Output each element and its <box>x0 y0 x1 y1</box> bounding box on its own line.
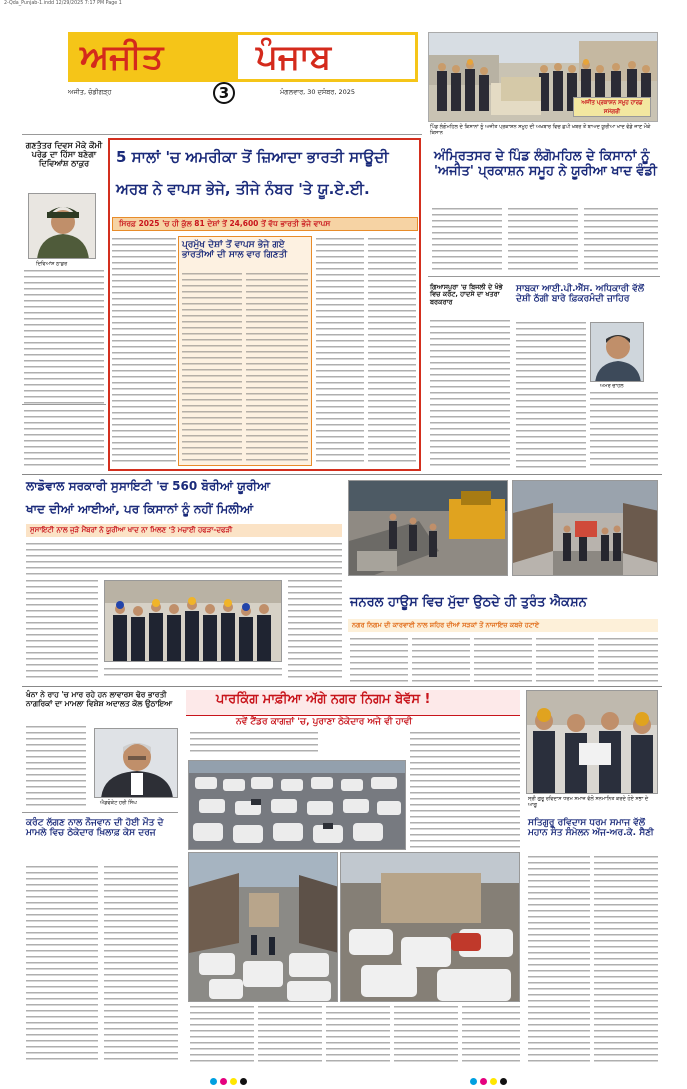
parking-body-5 <box>462 1006 520 1062</box>
janral-body-5 <box>598 638 658 682</box>
ips-headline: ਸਾਬਕਾ ਆਈ.ਪੀ.ਐੱਸ. ਅਧਿਕਾਰੀ ਵੱਲੋਂ ਦੇਸ਼ੀ ਠੱਗੀ ਬਾਰੇ ਫ਼ਿਕਰਮੰਦੀ ਜ਼ਾਹਿਰ <box>516 284 644 305</box>
soldier-photo-caption: ਦਿਵਿਆਂਸ਼ ਠਾਕੁਰ <box>36 261 68 267</box>
parking-body-3 <box>326 1006 390 1062</box>
lower-page-rule <box>22 686 662 687</box>
left-brief-text <box>24 410 104 466</box>
electricity-body <box>430 320 510 470</box>
left-bottom-rule <box>22 812 178 813</box>
ips-portrait-art <box>591 323 644 382</box>
parking-intro-text <box>190 732 318 756</box>
current-headline: ਕਰੰਟ ਲੱਗਣ ਨਾਲ ਨੌਜਵਾਨ ਦੀ ਹੋਈ ਮੌਤ ਦੇ ਮਾਮਲੇ ਵਿਚ ਠੇਕੇਦਾਰ ਖ਼ਿਲਾਫ਼ ਕੇਸ ਦਰਜ <box>26 818 164 839</box>
lead-body-col-1 <box>316 238 364 466</box>
encroachment-photo-right-art <box>513 481 658 576</box>
advocate-photo-art <box>95 729 178 798</box>
ladowal-headline-2: ਖਾਦ ਦੀਆਂ ਆਈਆਂ, ਪਰ ਕਿਸਾਨਾਂ ਨੂੰ ਨਹੀਂ ਮਿਲੀਆਂ <box>26 502 254 516</box>
lead-headline-1: 5 ਸਾਲਾਂ 'ਚ ਅਮਰੀਕਾ ਤੋਂ ਜ਼ਿਆਦਾ ਭਾਰਤੀ ਸਾਊਦੀ <box>116 148 389 166</box>
ips-body-left <box>516 322 586 470</box>
blind-headline: ਖੰਨਾ ਨੇ ਰਾਹ 'ਚ ਮਾਰ ਰਹੇ ਹਨ ਲਾਵਾਰਸ ਢੋਰ ਭਾਰਤੀ ਨਾਗਰਿਕਾਂ ਦਾ ਮਾਮਲਾ ਵਿਸ਼ੇਸ਼ ਅਦਾਲਤ ਕੋਲ ਉਠਾਇਆ <box>26 690 173 708</box>
print-slug: 2-Qda_Punjab-1.indd 12/29/2025 7:17 PM Page 1 <box>4 1 122 6</box>
parking-lane-photo <box>340 852 520 1002</box>
lead-strap-text: ਸਿਰਫ਼ 2025 'ਚ ਹੀ ਕੁੱਲ 81 ਦੇਸ਼ਾਂ ਤੋਂ 24,600 ਤੋਂ ਵੱਧ ਭਾਰਤੀ ਭੇਜੇ ਵਾਪਸ <box>119 219 331 228</box>
ladowal-farmers-photo <box>104 580 282 662</box>
ravidas-photo <box>526 690 658 794</box>
langomahal-body-c <box>584 208 658 272</box>
janral-body-3 <box>474 638 532 682</box>
parking-street-photo-art <box>189 853 338 1002</box>
soldier-body-text <box>24 270 104 404</box>
lead-headline-2: ਅਰਬ ਨੇ ਵਾਪਸ ਭੇਜੇ, ਤੀਜੇ ਨੰਬਰ 'ਤੇ ਯੂ.ਏ.ਈ. <box>116 180 370 198</box>
masthead-date: ਮੰਗਲਵਾਰ, 30 ਦਸੰਬਰ, 2025 <box>280 88 356 96</box>
lead-strap-bar <box>112 217 418 231</box>
left-column-rule <box>22 404 106 405</box>
parking-side-text <box>410 732 520 850</box>
ladowal-bottom-body <box>104 668 282 680</box>
ladowal-headline-1: ਲਾਡੋਵਾਲ ਸਰਕਾਰੀ ਸੁਸਾਇਟੀ 'ਚ 560 ਬੋਰੀਆਂ ਯੂਰੀਆ <box>26 479 271 493</box>
soldier-photo-art <box>29 194 96 259</box>
langomahal-body-a <box>432 208 502 272</box>
masthead-right-word: ਪੰਜਾਬ <box>256 37 332 77</box>
blind-body-left <box>26 726 86 810</box>
lead-intro-text <box>112 238 176 444</box>
bottom-register-marks-2 <box>470 1070 510 1089</box>
current-body-b <box>104 866 178 1062</box>
advocate-photo <box>94 728 178 798</box>
janral-body-1 <box>350 638 408 682</box>
farmers-group-photo <box>428 32 658 122</box>
encroachment-photo-left <box>348 480 508 576</box>
ladowal-right-col <box>288 580 342 680</box>
ravidas-body-a <box>528 856 590 1062</box>
lead-table-text-b <box>246 273 308 463</box>
lead-sub-headline: ਪ੍ਰਮੁੱਖ ਦੇਸ਼ਾਂ ਤੋਂ ਵਾਪਸ ਭੇਜੇ ਗਏ ਭਾਰਤੀਆਂ ਦੀ ਸਾਲ ਵਾਰ ਗਿਣਤੀ <box>182 240 288 261</box>
ravidas-photo-art <box>527 691 658 794</box>
right-story-rule <box>428 276 660 277</box>
parking-headline: ਪਾਰਕਿੰਗ ਮਾਫ਼ੀਆ ਅੱਗੇ ਨਗਰ ਨਿਗਮ ਬੇਵੱਸ ! <box>216 692 431 707</box>
ladowal-farmers-photo-art <box>105 581 282 662</box>
encroachment-photo-right <box>512 480 658 576</box>
photo-banner-text: ਅਜੀਤ ਪ੍ਰਕਾਸ਼ਨ ਸਮੂਹ ਹਾਰਡ ਸਮੱਗਰੀ <box>581 100 643 115</box>
janral-body-2 <box>412 638 470 682</box>
lead-bottom-text <box>112 448 176 466</box>
parking-street-photo <box>188 852 338 1002</box>
mid-page-rule <box>22 474 662 475</box>
ladowal-body-row-1 <box>26 543 342 575</box>
parking-body-4 <box>394 1006 458 1062</box>
ladowal-strap-bar <box>26 524 342 537</box>
ravidas-body-b <box>594 856 658 1062</box>
parking-strap: ਨਵੇਂ ਟੈਂਡਰ ਕਾਗਜ਼ਾਂ 'ਚ, ਪੁਰਾਣਾ ਠੇਕੇਦਾਰ ਅਜੇ ਵੀ ਹਾਵੀ <box>236 717 413 727</box>
soldier-headline: ਗਣਤੰਤਰ ਦਿਵਸ ਮੌਕੇ ਕੌਮੀ ਪਰੇਡ ਦਾ ਹਿੱਸਾ ਬਣੇਗਾ ਦਿਵਿਆਂਸ਼ ਠਾਕੁਰ <box>25 141 103 169</box>
page-number-badge: 3 <box>213 82 235 104</box>
parking-body-1 <box>190 1006 254 1062</box>
advocate-photo-caption: ਐਡਵੋਕੇਟ ਹਰੀ ਸਿੰਘ <box>100 800 137 806</box>
soldier-photo <box>28 193 96 259</box>
electricity-headline: ਗਿਆਸਪੁਰਾ 'ਚ ਬਿਜਲੀ ਦੇ ਖੰਭੇ ਵਿਚ ਕਰੰਟ, ਹਾਦਸੇ ਦਾ ਖਤਰਾ ਬਰਕਰਾਰ <box>430 283 503 306</box>
ravidas-photo-caption: ਸ੍ਰੀ ਗੁਰੂ ਰਵਿਦਾਸ ਧਰਮ ਸਮਾਜ ਵੱਲੋਂ ਸਨਮਾਨਿਤ ਕਰਦੇ ਹੋਏ ਸਭਾ ਦੇ ਆਗੂ <box>528 796 649 809</box>
masthead-left-word: ਅਜੀਤ <box>80 37 164 77</box>
current-body-a <box>26 866 98 1062</box>
farmers-photo-caption: ਪਿੰਡ ਲੰਗੋਮਹਿਲ ਦੇ ਕਿਸਾਨਾਂ ਨੂੰ ਅਜੀਤ ਪ੍ਰਕਾਸ਼ਨ ਸਮੂਹ ਦੀ ਅਖ਼ਬਾਰ ਵਿਚ ਛਪੀ ਖ਼ਬਰ ਤੋਂ ਬਾਅਦ ਯੂਰੀਆ ਖਾਦ ਵੰਡੇ ਜਾਣ ਮੌਕੇ ਕਿਸਾਨ <box>430 124 651 137</box>
masthead <box>68 32 418 102</box>
ladowal-left-col <box>26 580 98 680</box>
photo-banner <box>573 97 651 117</box>
janral-strap-text: ਨਗਰ ਨਿਗਮ ਦੀ ਕਾਰਵਾਈ ਨਾਲ ਸ਼ਹਿਰ ਦੀਆਂ ਸੜਕਾਂ ਤੋਂ ਨਾਜਾਇਜ਼ ਕਬਜ਼ੇ ਹਟਾਏ <box>352 621 540 629</box>
parking-body-2 <box>258 1006 322 1062</box>
janral-headline: ਜਨਰਲ ਹਾਊਸ ਵਿਚ ਮੁੱਦਾ ਉਠਦੇ ਹੀ ਤੁਰੰਤ ਐਕਸ਼ਨ <box>350 595 587 610</box>
ips-photo-caption: ਅਮਰ ਚਾਹਲ <box>600 383 624 389</box>
ravidas-headline: ਸਤਿਗੁਰੂ ਰਵਿਦਾਸ ਧਰਮ ਸਮਾਜ ਵੱਲੋਂ ਮਹਾਨ ਸੰਤ ਸੰਮੇਲਨ ਅੱਜ-ਅਰ.ਕੇ. ਸੈਣੀ <box>528 818 654 839</box>
parking-lot-photo <box>188 760 406 850</box>
ladowal-strap-text: ਸੁਸਾਇਟੀ ਨਾਲ ਜੁੜੇ ਮੈਂਬਰਾਂ ਨੇ ਯੂਰੀਆ ਖਾਦ ਨਾ ਮਿਲਣ 'ਤੇ ਮਚਾਈ ਹਫੜਾ-ਦਫੜੀ <box>30 526 233 534</box>
lead-table-text-a <box>182 273 242 463</box>
langomahal-body-b <box>508 208 578 272</box>
masthead-rule <box>22 134 422 135</box>
ips-portrait <box>590 322 644 382</box>
janral-body-4 <box>536 638 594 682</box>
parking-lot-photo-art <box>189 761 406 850</box>
ips-body-right <box>590 392 658 470</box>
masthead-city: ਅਜੀਤ, ਚੰਡੀਗੜ੍ਹ <box>68 88 112 96</box>
bottom-register-marks <box>210 1070 250 1089</box>
langomahal-headline: ਅੰਮ੍ਰਿਤਸਰ ਦੇ ਪਿੰਡ ਲੰਗੋਮਹਿਲ ਦੇ ਕਿਸਾਨਾਂ ਨੂੰ 'ਅਜੀਤ' ਪ੍ਰਕਾਸ਼ਨ ਸਮੂਹ ਨੇ ਯੂਰੀਆ ਖਾਦ ਵੰਡੀ <box>434 149 657 179</box>
encroachment-photo-left-art <box>349 481 508 576</box>
parking-lane-photo-art <box>341 853 520 1002</box>
lead-body-col-2 <box>368 238 416 466</box>
janral-strap-bar <box>348 619 658 632</box>
